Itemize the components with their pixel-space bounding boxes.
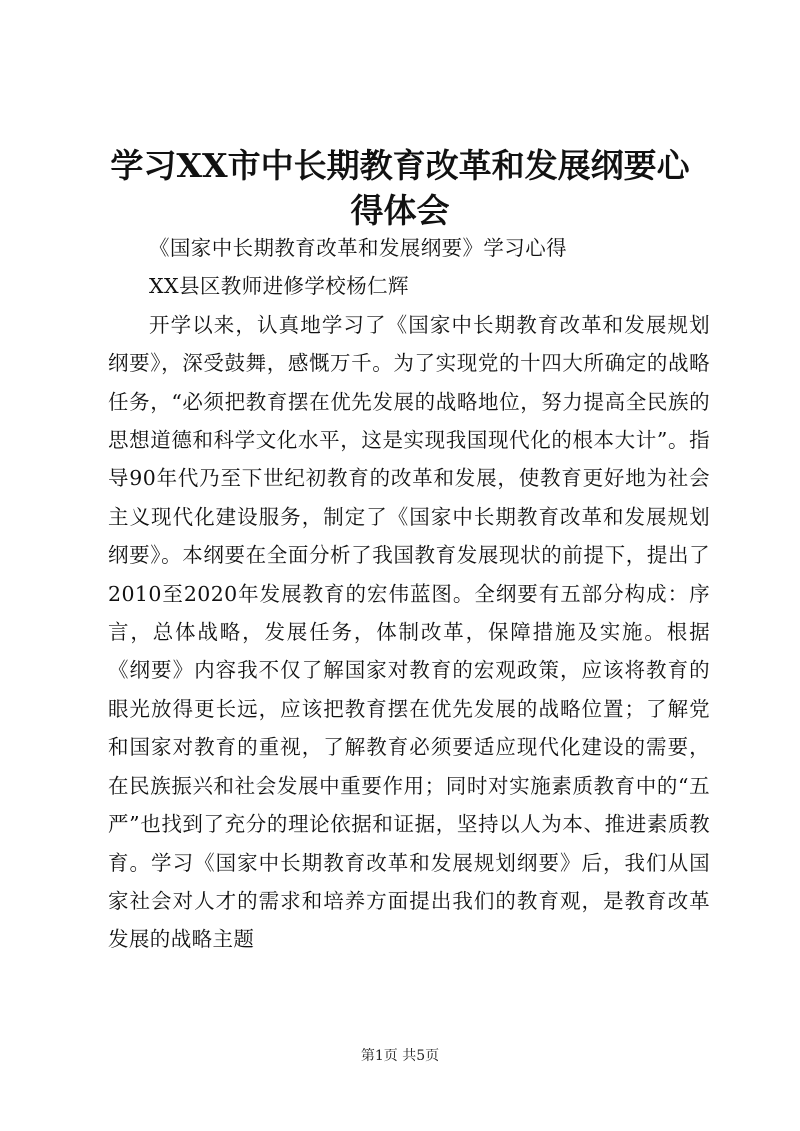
author-paragraph: XX县区教师进修学校杨仁辉 xyxy=(149,274,409,299)
document-body xyxy=(108,229,710,959)
subtitle-paragraph: 《国家中长期教育改革和发展纲要》学习心得 xyxy=(149,236,567,260)
document-title: 学习XX市中长期教育改革和发展纲要心得体会 xyxy=(110,146,690,230)
body-paragraph: 开学以来，认真地学习了《国家中长期教育改革和发展规划纲要》，深受鼓舞，感慨万千。为了实现党的十四大所确定的战略任务，“必须把教育摆在优先发展的战略地位，努力提高全民族的思想道德和科学文化水平，这是实现我国现代化的根本大计”。指导90年代乃至下世纪初教育的改革和发展，使教育更好地为社会主义现代化建设服务，制定了《国家中长期教育改革和发展规划纲要》。本纲要在全面分析了我国教育发展现状的前提下，提出了2010至2020年发展教育的宏伟蓝图。全纲要有五部分构成：序言，总体战略，发展任务，体制改革，保障措施及实施。根据《纲要》内容我不仅了解国家对教育的宏观政策，应该将教育的眼光放得更长远，应该把教育摆在优先发展的战略位置；了解党和国家对教育的重视，了解教育必须要适应现代化建设的需要，在民族振兴和社会发展中重要作用；同时对实施素质教育中的“五严”也找到了充分的理论依据和证据，坚持以人为本、推进素质教育。学习《国家中长期教育改革和发展规划纲要》后，我们从国家社会对人才的需求和培养方面提出我们的教育观，是教育改革发展的战略主题 xyxy=(108,312,710,952)
page-number-footer: 第1页 共5页 xyxy=(360,1048,440,1064)
